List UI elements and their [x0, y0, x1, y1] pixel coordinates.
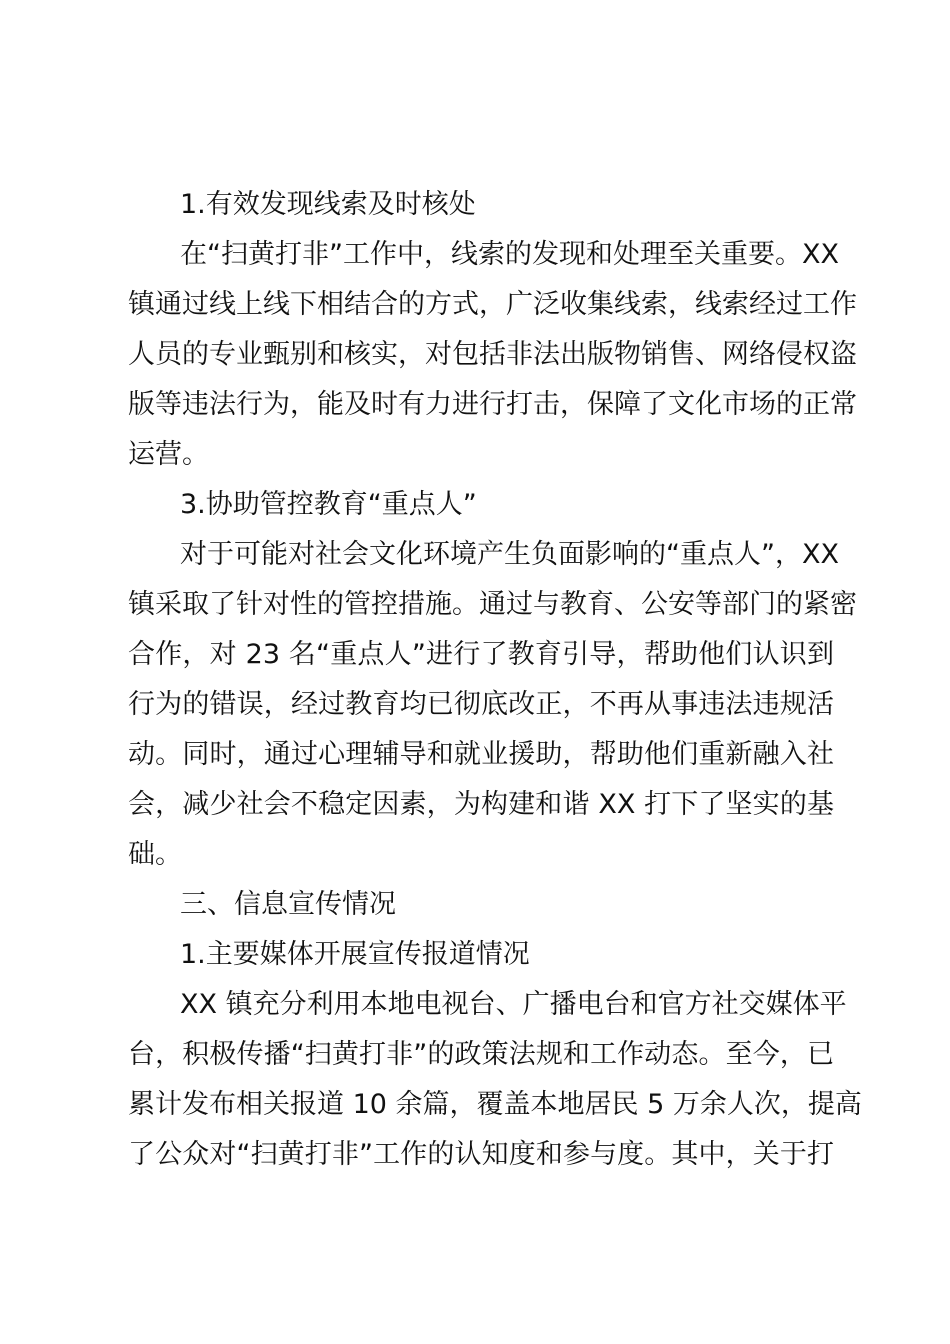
paragraph-line: 合作，对 23 名“重点人”进行了教育引导，帮助他们认识到 — [128, 639, 834, 670]
paragraph-line: 会，减少社会不稳定因素，为构建和谐 XX 打下了坚实的基 — [128, 789, 834, 820]
paragraph-line: 版等违法行为，能及时有力进行打击，保障了文化市场的正常 — [128, 389, 857, 420]
paragraph-line: 累计发布相关报道 10 余篇，覆盖本地居民 5 万余人次，提高 — [128, 1089, 862, 1120]
paragraph-line: 动。同时，通过心理辅导和就业援助，帮助他们重新融入社 — [128, 739, 834, 770]
paragraph-line: XX 镇充分利用本地电视台、广播电台和官方社交媒体平 — [180, 989, 847, 1020]
section-heading-publicity: 三、信息宣传情况 — [180, 889, 396, 920]
paragraph-line: 础。 — [128, 839, 182, 870]
paragraph-line: 对于可能对社会文化环境产生负面影响的“重点人”，XX — [180, 539, 839, 570]
heading-media-reports: 1.主要媒体开展宣传报道情况 — [180, 939, 530, 970]
paragraph-line: 镇采取了针对性的管控措施。通过与教育、公安等部门的紧密 — [128, 589, 857, 620]
paragraph-line: 镇通过线上线下相结合的方式，广泛收集线索，线索经过工作 — [128, 289, 857, 320]
paragraph-line: 了公众对“扫黄打非”工作的认知度和参与度。其中，关于打 — [128, 1139, 834, 1170]
heading-clue-discovery: 1.有效发现线索及时核处 — [180, 189, 476, 220]
paragraph-line: 人员的专业甄别和核实，对包括非法出版物销售、网络侵权盗 — [128, 339, 857, 370]
paragraph-line: 台，积极传播“扫黄打非”的政策法规和工作动态。至今，已 — [128, 1039, 834, 1070]
heading-key-persons: 3.协助管控教育“重点人” — [180, 489, 477, 520]
paragraph-line: 行为的错误，经过教育均已彻底改正，不再从事违法违规活 — [128, 689, 834, 720]
paragraph-line: 在“扫黄打非”工作中，线索的发现和处理至关重要。XX — [180, 239, 839, 270]
paragraph-line: 运营。 — [128, 439, 209, 470]
